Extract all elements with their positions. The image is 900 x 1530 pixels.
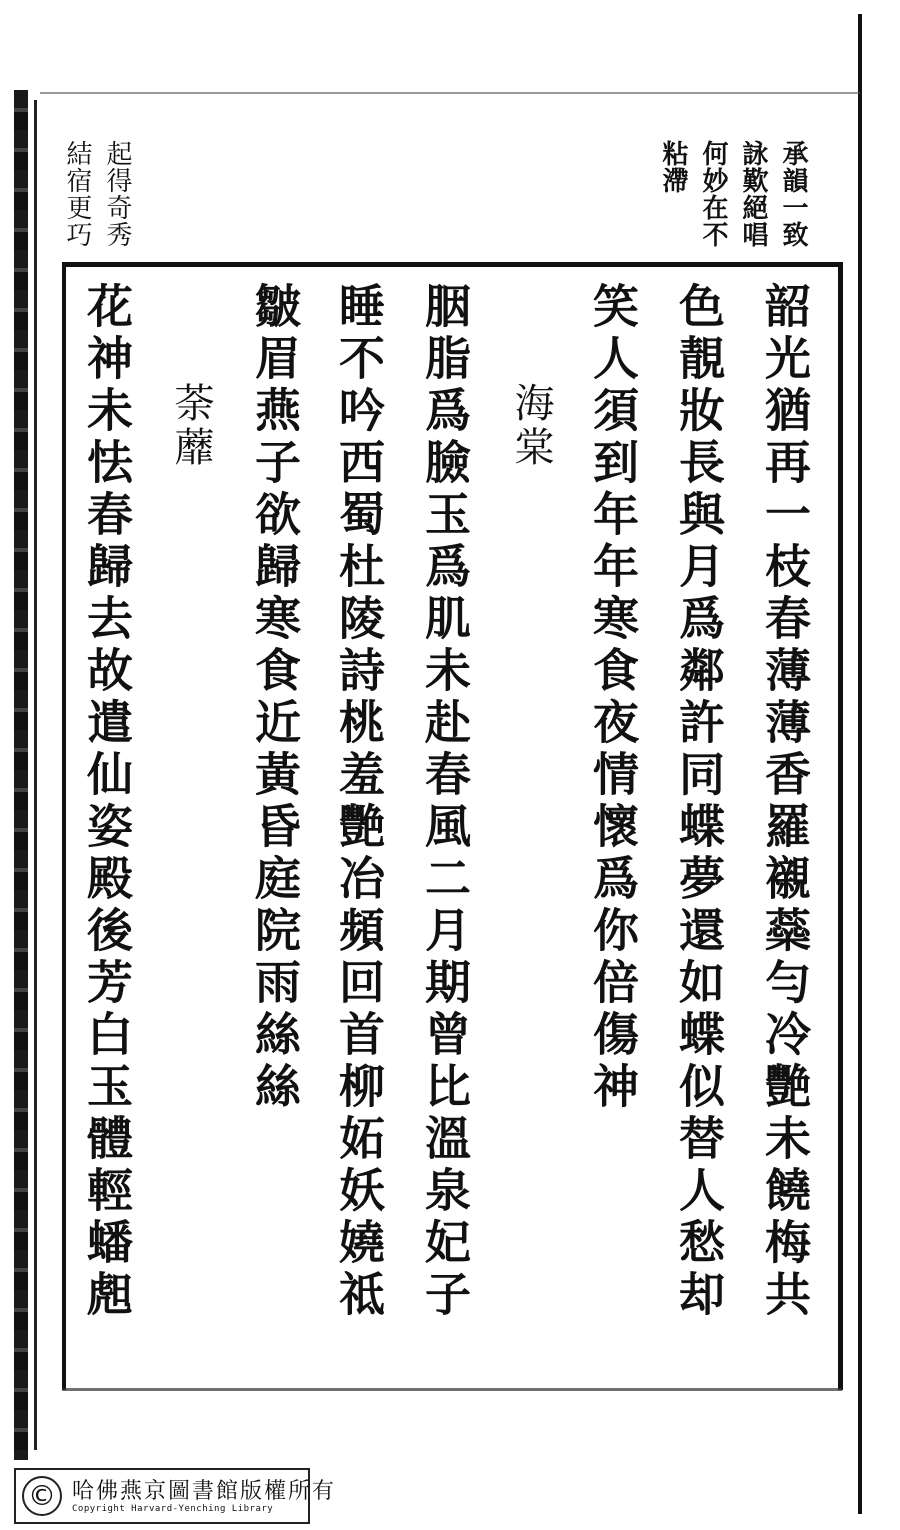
header-note-3: 何妙在不	[698, 140, 728, 248]
header-note-1: 承韻一致	[778, 140, 808, 248]
text-column-6: 睡不吟西蜀杜陵詩桃羞艷冶頻回首柳妬妖嬈祗	[332, 282, 386, 1322]
text-panel-left-border	[62, 262, 66, 1390]
copyright-chinese: 哈佛燕京圖書館版權所有	[72, 1479, 337, 1504]
binding-gutter	[14, 90, 28, 1460]
text-panel-bottom-border	[62, 1388, 842, 1391]
poem-title-haitang: 海棠	[508, 382, 554, 470]
text-column-5: 胭脂爲臉玉爲肌未赴春風二月期曾比溫泉妃子	[418, 282, 472, 1322]
poem-title-tumi: 荼蘼	[168, 382, 214, 470]
header-note-6: 結宿更巧	[62, 140, 92, 248]
copyright-english: Copyright Harvard-Yenching Library	[72, 1504, 274, 1514]
binding-edge	[34, 100, 37, 1450]
page-edge-right	[858, 14, 862, 1514]
text-column-1: 韶光猶再一枝春薄薄香羅襯蘂勻冷艷未饒梅共	[758, 282, 812, 1322]
copyright-notice	[14, 1468, 337, 1524]
text-column-7: 皺眉燕子欲歸寒食近黃昏庭院雨絲絲	[248, 282, 302, 1114]
text-panel-right-border	[838, 262, 843, 1390]
header-note-4: 粘滯	[658, 140, 688, 194]
header-note-2: 詠歎絕唱	[738, 140, 768, 248]
text-column-3: 笑人須到年年寒食夜情懷爲你倍傷神	[586, 282, 640, 1114]
text-column-2: 色靚妝長與月爲鄰許同蝶夢還如蝶似替人愁却	[672, 282, 726, 1322]
text-panel-top-border	[62, 262, 842, 267]
header-note-5: 起得奇秀	[102, 140, 132, 248]
top-rule	[40, 92, 860, 94]
copyright-icon: ©	[22, 1476, 62, 1516]
text-column-9: 花神未怯春歸去故遣仙姿殿後芳白玉體輕蟠䖑	[80, 282, 134, 1322]
